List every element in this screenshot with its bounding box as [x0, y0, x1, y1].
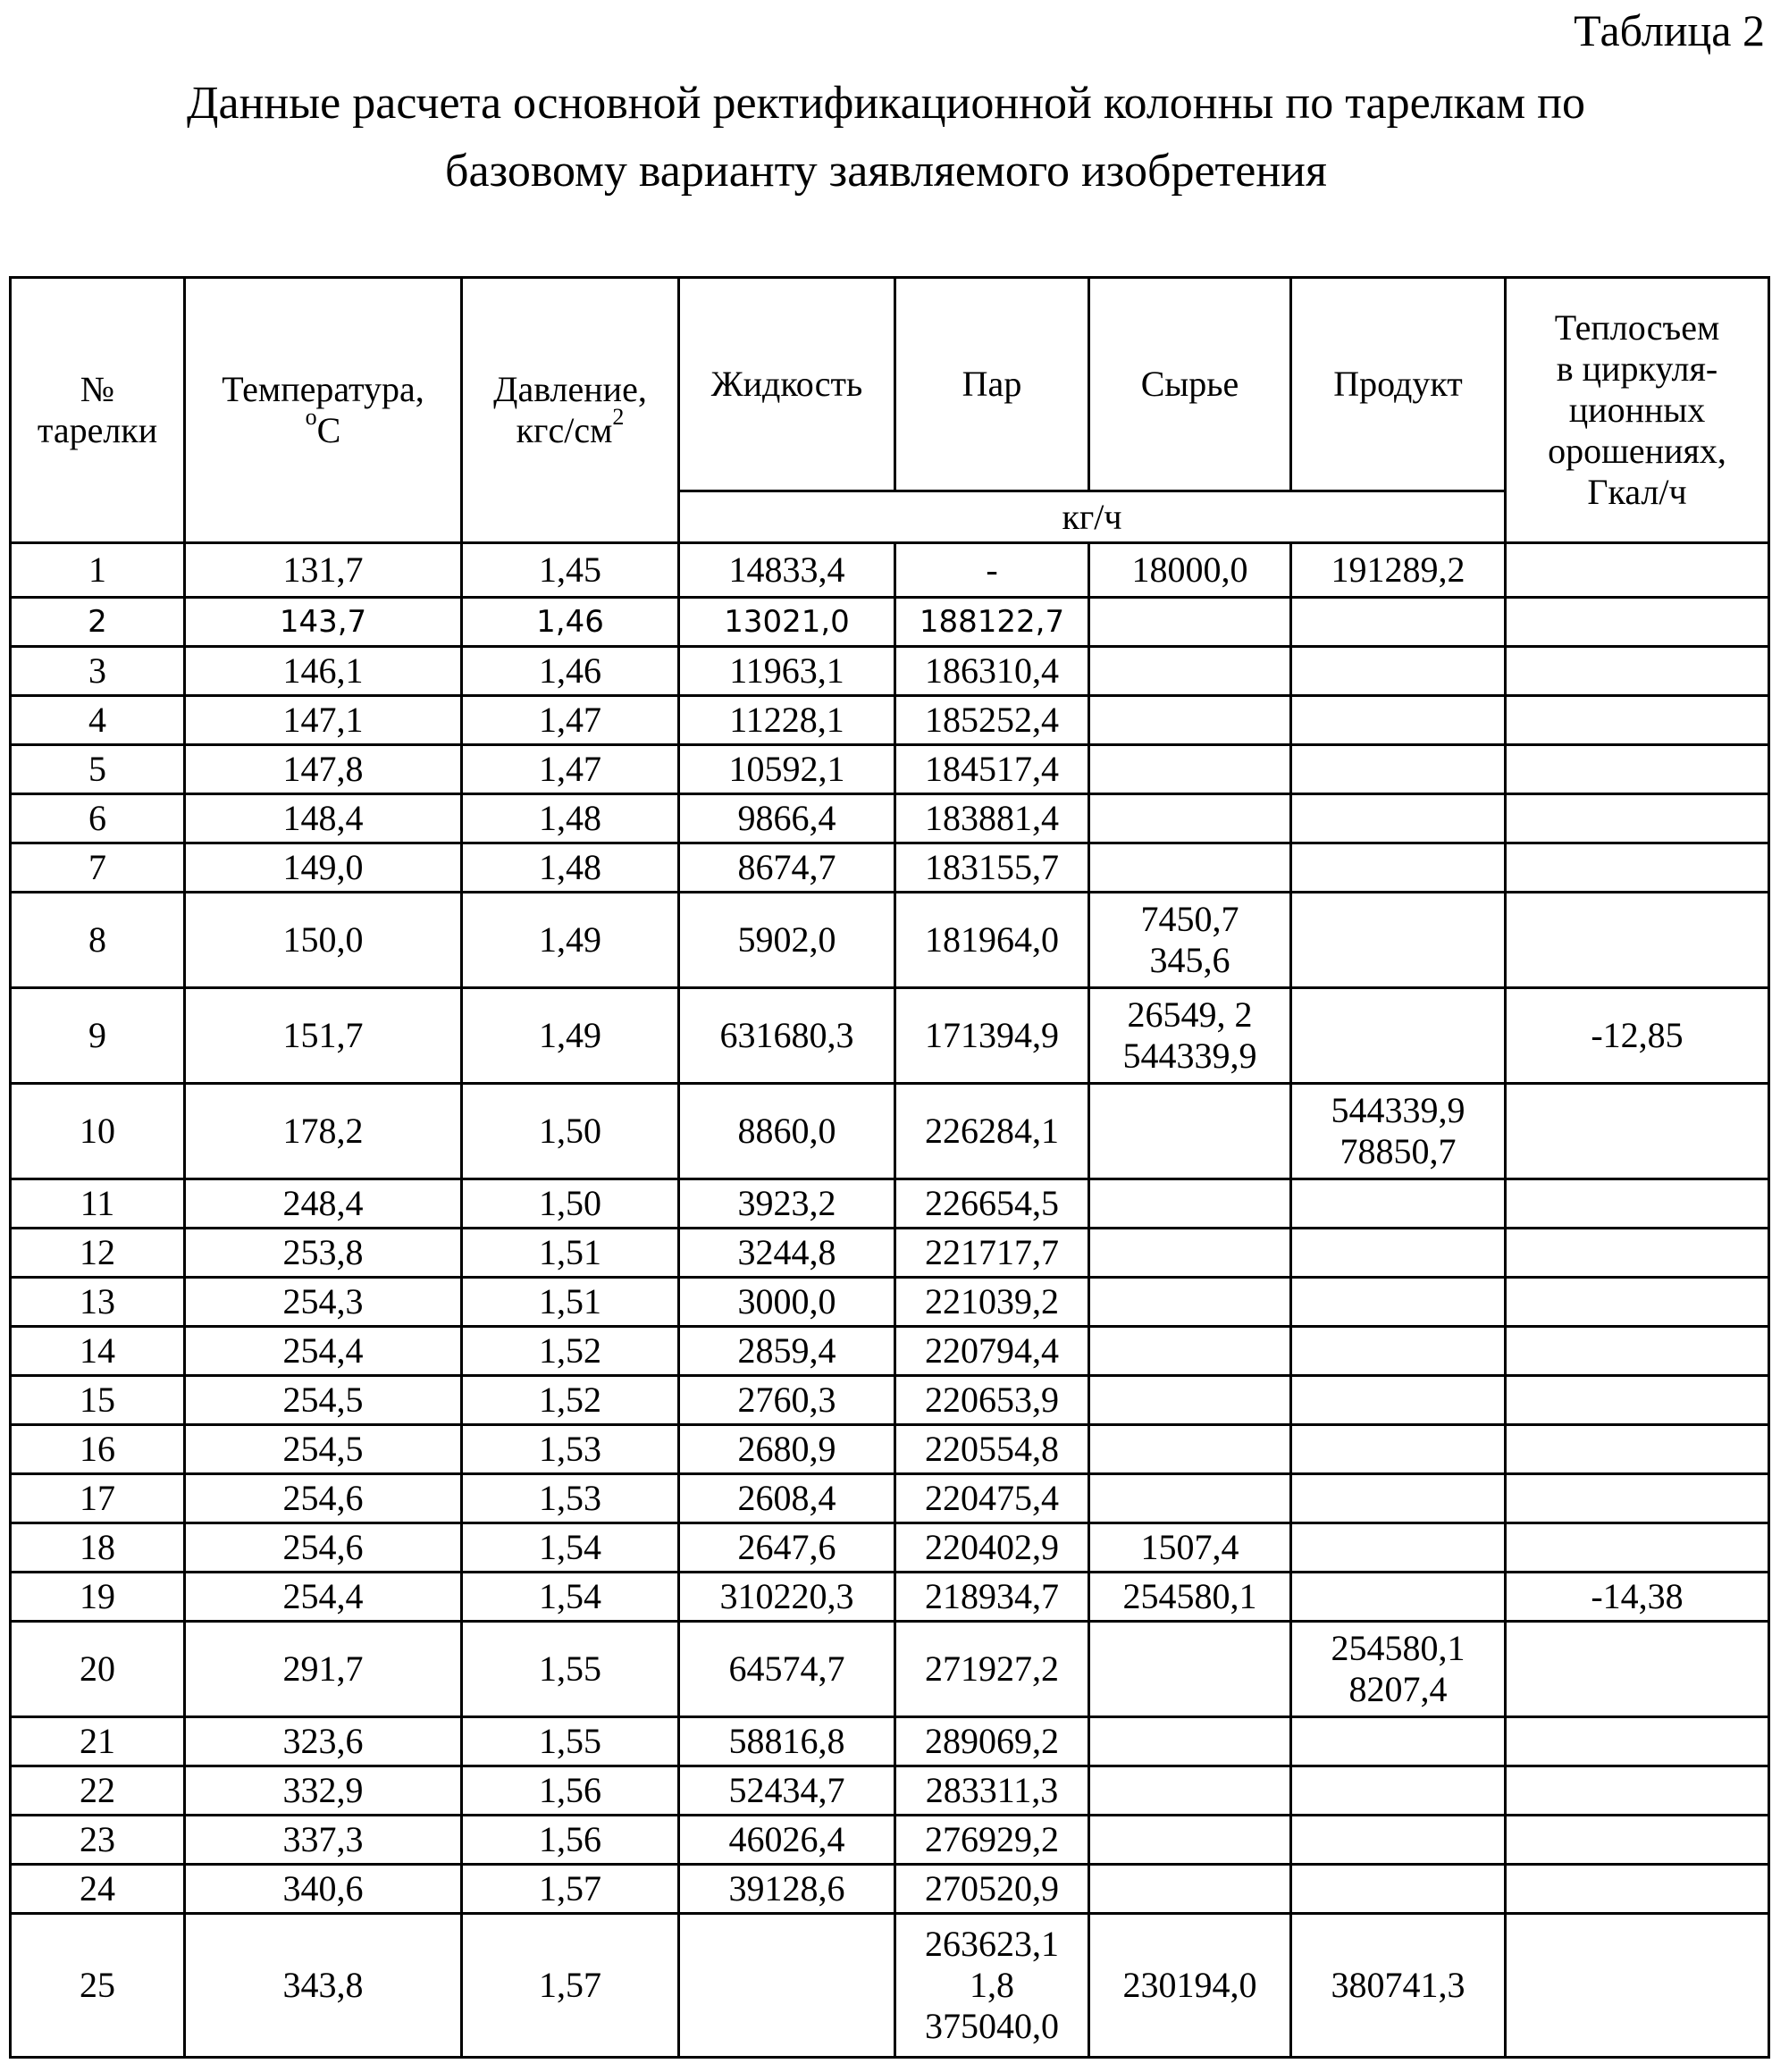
cell-pressure: 1,48	[462, 794, 679, 843]
cell-vapor	[895, 1766, 1089, 1816]
table-row	[11, 1766, 1769, 1816]
celsius-label: C	[317, 410, 341, 450]
cell-temp: 254,6	[185, 1474, 462, 1523]
table-row	[11, 1523, 1769, 1573]
cell-temp: 254,3	[185, 1278, 462, 1327]
cell-vapor	[895, 1622, 1089, 1717]
table-row	[11, 1425, 1769, 1474]
cell-temp: 254,5	[185, 1425, 462, 1474]
cell-vapor	[895, 1425, 1089, 1474]
table-row	[11, 843, 1769, 893]
table-title	[0, 70, 1772, 206]
header-temperature-line1: Температура,	[186, 369, 460, 410]
cell-feed-line: 544339,9	[1090, 1036, 1289, 1077]
header-vapor: Пар	[895, 278, 1089, 491]
cell-pressure: 1,50	[462, 1084, 679, 1179]
cell-tray: 21	[11, 1717, 185, 1766]
header-tray-number	[11, 278, 185, 543]
cell-product	[1291, 794, 1506, 843]
header-heat-removal-line2: в циркуля-	[1507, 348, 1768, 390]
table-row	[11, 1376, 1769, 1425]
cell-feed-line: 254580,1	[1090, 1576, 1289, 1617]
cell-heat	[1506, 598, 1769, 647]
cell-product-line: 254580,1	[1292, 1628, 1504, 1669]
cell-pressure: 1,45	[462, 543, 679, 598]
cell-heat	[1506, 745, 1769, 794]
cell-temp: 149,0	[185, 843, 462, 893]
cell-tray: 25	[11, 1914, 185, 2058]
cell-pressure: 1,52	[462, 1327, 679, 1376]
cell-liquid: 39128,6	[679, 1865, 895, 1914]
tray-calculation-table	[9, 276, 1770, 2059]
cell-feed-line: 345,6	[1090, 940, 1289, 981]
cell-tray: 22	[11, 1766, 185, 1816]
cell-feed	[1089, 1425, 1291, 1474]
table-row	[11, 1914, 1769, 2058]
cell-vapor-line: 183881,4	[896, 798, 1088, 839]
cell-liquid: 64574,7	[679, 1622, 895, 1717]
cell-tray: 1	[11, 543, 185, 598]
cell-temp: 254,5	[185, 1376, 462, 1425]
cell-pressure: 1,47	[462, 745, 679, 794]
cell-vapor-line: 181964,0	[896, 919, 1088, 961]
cell-vapor-line: 220794,4	[896, 1330, 1088, 1372]
table-row	[11, 1717, 1769, 1766]
table-row	[11, 893, 1769, 988]
cell-feed	[1089, 1816, 1291, 1865]
cell-vapor	[895, 1084, 1089, 1179]
cell-product	[1291, 745, 1506, 794]
cell-product-line: 544339,9	[1292, 1090, 1504, 1131]
title-line-1: Данные расчета основной ректификационной колонны по тарелкам по	[0, 70, 1772, 138]
cell-vapor-line: 226284,1	[896, 1111, 1088, 1152]
cell-temp: 254,4	[185, 1573, 462, 1622]
cell-product	[1291, 1622, 1506, 1717]
cell-temp: 150,0	[185, 893, 462, 988]
cell-vapor	[895, 1717, 1089, 1766]
cell-temp: 178,2	[185, 1084, 462, 1179]
cell-tray: 9	[11, 988, 185, 1084]
cell-heat	[1506, 794, 1769, 843]
cell-product	[1291, 1425, 1506, 1474]
cell-tray: 16	[11, 1425, 185, 1474]
cell-pressure: 1,53	[462, 1474, 679, 1523]
cell-heat	[1506, 1622, 1769, 1717]
cell-liquid: 2608,4	[679, 1474, 895, 1523]
cell-product	[1291, 1278, 1506, 1327]
cell-feed	[1089, 794, 1291, 843]
cell-vapor-line: 1,8	[896, 1965, 1088, 2006]
cell-vapor-line: 221039,2	[896, 1281, 1088, 1322]
table-body	[11, 543, 1769, 2058]
header-pressure-unit	[463, 410, 677, 451]
header-pressure-line1: Давление,	[463, 369, 677, 410]
header-heat-removal	[1506, 278, 1769, 543]
cell-pressure: 1,49	[462, 988, 679, 1084]
cell-liquid: 58816,8	[679, 1717, 895, 1766]
cell-liquid: 2647,6	[679, 1523, 895, 1573]
cell-liquid: 631680,3	[679, 988, 895, 1084]
cell-product	[1291, 1914, 1506, 2058]
cell-product	[1291, 543, 1506, 598]
cell-feed	[1089, 543, 1291, 598]
cell-tray: 18	[11, 1523, 185, 1573]
cell-feed	[1089, 745, 1291, 794]
cell-vapor-line: 220402,9	[896, 1527, 1088, 1568]
cell-pressure: 1,56	[462, 1816, 679, 1865]
cell-vapor	[895, 1865, 1089, 1914]
cell-heat	[1506, 1425, 1769, 1474]
cell-product-line: 380741,3	[1292, 1965, 1504, 2006]
cell-feed	[1089, 1766, 1291, 1816]
cell-temp: 248,4	[185, 1179, 462, 1229]
cell-product	[1291, 843, 1506, 893]
cell-liquid: 11228,1	[679, 696, 895, 745]
cell-vapor-line: 218934,7	[896, 1576, 1088, 1617]
cell-pressure: 1,54	[462, 1573, 679, 1622]
cell-feed-line: 1507,4	[1090, 1527, 1289, 1568]
table-row	[11, 1084, 1769, 1179]
cell-tray: 15	[11, 1376, 185, 1425]
cell-heat	[1506, 647, 1769, 696]
header-heat-removal-line1: Теплосъем	[1507, 307, 1768, 348]
table-row	[11, 794, 1769, 843]
table-row	[11, 745, 1769, 794]
title-line-2: базовому варианту заявляемого изобретения	[0, 138, 1772, 206]
table-row	[11, 1573, 1769, 1622]
header-pressure	[462, 278, 679, 543]
cell-product	[1291, 988, 1506, 1084]
cell-vapor	[895, 598, 1089, 647]
cell-tray: 19	[11, 1573, 185, 1622]
cell-pressure: 1,46	[462, 598, 679, 647]
cell-liquid: 8860,0	[679, 1084, 895, 1179]
table-row	[11, 647, 1769, 696]
cell-product	[1291, 1229, 1506, 1278]
cell-temp: 340,6	[185, 1865, 462, 1914]
cell-vapor-line: 226654,5	[896, 1183, 1088, 1224]
cell-vapor	[895, 1278, 1089, 1327]
cell-tray: 20	[11, 1622, 185, 1717]
cell-liquid: 52434,7	[679, 1766, 895, 1816]
header-feed: Сырье	[1089, 278, 1291, 491]
cell-pressure: 1,51	[462, 1229, 679, 1278]
cell-vapor-line: 220653,9	[896, 1380, 1088, 1421]
table-row	[11, 543, 1769, 598]
cell-vapor-line: 171394,9	[896, 1015, 1088, 1056]
cell-temp: 146,1	[185, 647, 462, 696]
cell-product	[1291, 1717, 1506, 1766]
cell-product	[1291, 647, 1506, 696]
cell-heat	[1506, 1717, 1769, 1766]
table-row	[11, 1278, 1769, 1327]
cell-feed	[1089, 598, 1291, 647]
cell-vapor	[895, 893, 1089, 988]
cell-product	[1291, 1376, 1506, 1425]
degree-sup: o	[306, 404, 317, 430]
cell-product	[1291, 1816, 1506, 1865]
cell-product	[1291, 1084, 1506, 1179]
header-temperature	[185, 278, 462, 543]
cell-liquid: 46026,4	[679, 1816, 895, 1865]
cell-liquid: 9866,4	[679, 794, 895, 843]
cell-heat	[1506, 1376, 1769, 1425]
cell-vapor	[895, 1229, 1089, 1278]
cell-feed	[1089, 1084, 1291, 1179]
cell-tray: 2	[11, 598, 185, 647]
cell-feed	[1089, 1179, 1291, 1229]
cell-vapor-line: -	[896, 549, 1088, 591]
cell-liquid: 10592,1	[679, 745, 895, 794]
cell-tray: 17	[11, 1474, 185, 1523]
table-row	[11, 1179, 1769, 1229]
cell-temp: 147,1	[185, 696, 462, 745]
cell-liquid: 8674,7	[679, 843, 895, 893]
cell-temp: 332,9	[185, 1766, 462, 1816]
cell-product	[1291, 1766, 1506, 1816]
header-heat-removal-line4: орошениях,	[1507, 431, 1768, 472]
cell-tray: 11	[11, 1179, 185, 1229]
cell-pressure: 1,51	[462, 1278, 679, 1327]
cell-vapor	[895, 1523, 1089, 1573]
cell-pressure: 1,56	[462, 1766, 679, 1816]
cell-heat	[1506, 893, 1769, 988]
cell-product	[1291, 598, 1506, 647]
cell-pressure: 1,46	[462, 647, 679, 696]
cell-vapor	[895, 794, 1089, 843]
cell-liquid: 14833,4	[679, 543, 895, 598]
cell-temp: 291,7	[185, 1622, 462, 1717]
cell-product-line: 78850,7	[1292, 1131, 1504, 1172]
cell-feed	[1089, 1622, 1291, 1717]
cell-heat	[1506, 1523, 1769, 1573]
cell-heat	[1506, 1278, 1769, 1327]
cell-feed	[1089, 1229, 1291, 1278]
cell-product	[1291, 696, 1506, 745]
cell-heat	[1506, 1865, 1769, 1914]
cell-liquid: 2680,9	[679, 1425, 895, 1474]
header-tray-number-line2: тарелки	[12, 410, 183, 451]
cell-feed	[1089, 647, 1291, 696]
cell-vapor	[895, 543, 1089, 598]
cell-liquid: 310220,3	[679, 1573, 895, 1622]
cell-vapor-line: 186310,4	[896, 650, 1088, 692]
cell-heat	[1506, 543, 1769, 598]
table-row	[11, 598, 1769, 647]
cell-product-line: 191289,2	[1292, 549, 1504, 591]
cell-vapor-line: 188122,7	[896, 601, 1088, 642]
cell-vapor	[895, 647, 1089, 696]
cell-tray: 23	[11, 1816, 185, 1865]
cell-feed-line: 7450,7	[1090, 899, 1289, 940]
cell-vapor-line: 270520,9	[896, 1868, 1088, 1909]
cell-feed	[1089, 1717, 1291, 1766]
cell-tray: 8	[11, 893, 185, 988]
cell-heat	[1506, 1084, 1769, 1179]
cell-vapor-line: 221717,7	[896, 1232, 1088, 1273]
cell-liquid: 3923,2	[679, 1179, 895, 1229]
cell-feed	[1089, 1865, 1291, 1914]
cell-heat: -12,85	[1506, 988, 1769, 1084]
header-heat-removal-line5: Гкал/ч	[1507, 472, 1768, 513]
cell-tray: 6	[11, 794, 185, 843]
cell-liquid: 5902,0	[679, 893, 895, 988]
cell-tray: 5	[11, 745, 185, 794]
cell-vapor	[895, 1327, 1089, 1376]
cell-liquid: 3244,8	[679, 1229, 895, 1278]
cell-vapor	[895, 1816, 1089, 1865]
cell-pressure: 1,52	[462, 1376, 679, 1425]
cell-vapor	[895, 696, 1089, 745]
table-row	[11, 1622, 1769, 1717]
cell-tray: 13	[11, 1278, 185, 1327]
cell-vapor-line: 271927,2	[896, 1648, 1088, 1690]
cell-feed	[1089, 1573, 1291, 1622]
cell-feed	[1089, 988, 1291, 1084]
table-row	[11, 1229, 1769, 1278]
cell-tray: 14	[11, 1327, 185, 1376]
cell-temp: 254,4	[185, 1327, 462, 1376]
cell-heat	[1506, 1327, 1769, 1376]
cell-product	[1291, 1573, 1506, 1622]
cell-vapor	[895, 745, 1089, 794]
cell-tray: 12	[11, 1229, 185, 1278]
cell-vapor-line: 289069,2	[896, 1721, 1088, 1762]
table-row	[11, 1816, 1769, 1865]
cell-feed	[1089, 1327, 1291, 1376]
cell-feed	[1089, 1376, 1291, 1425]
cell-vapor	[895, 1376, 1089, 1425]
cell-product	[1291, 1474, 1506, 1523]
cell-product-line: 8207,4	[1292, 1669, 1504, 1710]
header-liquid: Жидкость	[679, 278, 895, 491]
cell-vapor-line: 263623,1	[896, 1924, 1088, 1965]
cell-liquid: 13021,0	[679, 598, 895, 647]
cell-temp: 323,6	[185, 1717, 462, 1766]
cell-vapor	[895, 1179, 1089, 1229]
cell-tray: 7	[11, 843, 185, 893]
cell-heat	[1506, 1816, 1769, 1865]
cell-tray: 24	[11, 1865, 185, 1914]
cell-pressure: 1,55	[462, 1622, 679, 1717]
cell-vapor-line: 375040,0	[896, 2006, 1088, 2047]
cell-heat	[1506, 1474, 1769, 1523]
cell-feed	[1089, 893, 1291, 988]
cell-liquid: 11963,1	[679, 647, 895, 696]
cell-feed	[1089, 1523, 1291, 1573]
cell-pressure: 1,49	[462, 893, 679, 988]
cell-product	[1291, 893, 1506, 988]
cell-pressure: 1,47	[462, 696, 679, 745]
cell-temp: 337,3	[185, 1816, 462, 1865]
cell-heat	[1506, 1766, 1769, 1816]
cell-vapor-line: 185252,4	[896, 700, 1088, 741]
cell-liquid: 3000,0	[679, 1278, 895, 1327]
cell-liquid	[679, 1914, 895, 2058]
table-label: Таблица 2	[1574, 4, 1765, 57]
cell-heat	[1506, 1179, 1769, 1229]
cell-heat	[1506, 1914, 1769, 2058]
cell-liquid: 2859,4	[679, 1327, 895, 1376]
cell-vapor-line: 276929,2	[896, 1819, 1088, 1860]
cell-vapor	[895, 843, 1089, 893]
cell-temp: 253,8	[185, 1229, 462, 1278]
cell-product	[1291, 1179, 1506, 1229]
cell-product	[1291, 1327, 1506, 1376]
cell-vapor	[895, 1474, 1089, 1523]
cell-tray: 10	[11, 1084, 185, 1179]
cell-product	[1291, 1865, 1506, 1914]
table-row	[11, 1327, 1769, 1376]
cell-liquid: 2760,3	[679, 1376, 895, 1425]
cell-temp: 343,8	[185, 1914, 462, 2058]
cell-temp: 147,8	[185, 745, 462, 794]
cell-pressure: 1,57	[462, 1865, 679, 1914]
cell-pressure: 1,50	[462, 1179, 679, 1229]
cell-temp: 254,6	[185, 1523, 462, 1573]
cell-vapor-line: 184517,4	[896, 749, 1088, 790]
cell-vapor-line: 283311,3	[896, 1770, 1088, 1811]
cell-heat	[1506, 696, 1769, 745]
table-row	[11, 696, 1769, 745]
cell-feed	[1089, 843, 1291, 893]
cell-pressure: 1,54	[462, 1523, 679, 1573]
cell-feed	[1089, 1474, 1291, 1523]
cell-tray: 3	[11, 647, 185, 696]
cell-tray: 4	[11, 696, 185, 745]
table-row	[11, 988, 1769, 1084]
cell-vapor	[895, 1573, 1089, 1622]
table-row	[11, 1474, 1769, 1523]
cell-vapor-line: 220554,8	[896, 1429, 1088, 1470]
header-flow-unit: кг/ч	[679, 491, 1506, 543]
cell-pressure: 1,48	[462, 843, 679, 893]
cell-vapor	[895, 988, 1089, 1084]
cell-temp: 148,4	[185, 794, 462, 843]
cell-product	[1291, 1523, 1506, 1573]
cell-feed-line: 18000,0	[1090, 549, 1289, 591]
cell-heat	[1506, 1229, 1769, 1278]
cell-temp: 143,7	[185, 598, 462, 647]
cell-feed	[1089, 696, 1291, 745]
cell-pressure: 1,57	[462, 1914, 679, 2058]
cell-feed	[1089, 1914, 1291, 2058]
cell-feed-line: 230194,0	[1090, 1965, 1289, 2006]
cell-pressure: 1,53	[462, 1425, 679, 1474]
pressure-unit-label: кгс/см	[516, 410, 613, 450]
cell-feed-line: 26549, 2	[1090, 994, 1289, 1036]
cell-heat: -14,38	[1506, 1573, 1769, 1622]
header-product: Продукт	[1291, 278, 1506, 491]
cell-pressure: 1,55	[462, 1717, 679, 1766]
header-tray-number-line1: №	[12, 369, 183, 410]
cell-vapor-line: 183155,7	[896, 847, 1088, 888]
header-temperature-unit	[186, 410, 460, 451]
cell-vapor-line: 220475,4	[896, 1478, 1088, 1519]
cell-feed	[1089, 1278, 1291, 1327]
header-heat-removal-line3: ционных	[1507, 390, 1768, 431]
cell-heat	[1506, 843, 1769, 893]
cell-vapor	[895, 1914, 1089, 2058]
squared-sup: 2	[612, 404, 624, 430]
cell-temp: 151,7	[185, 988, 462, 1084]
table-row	[11, 1865, 1769, 1914]
cell-temp: 131,7	[185, 543, 462, 598]
